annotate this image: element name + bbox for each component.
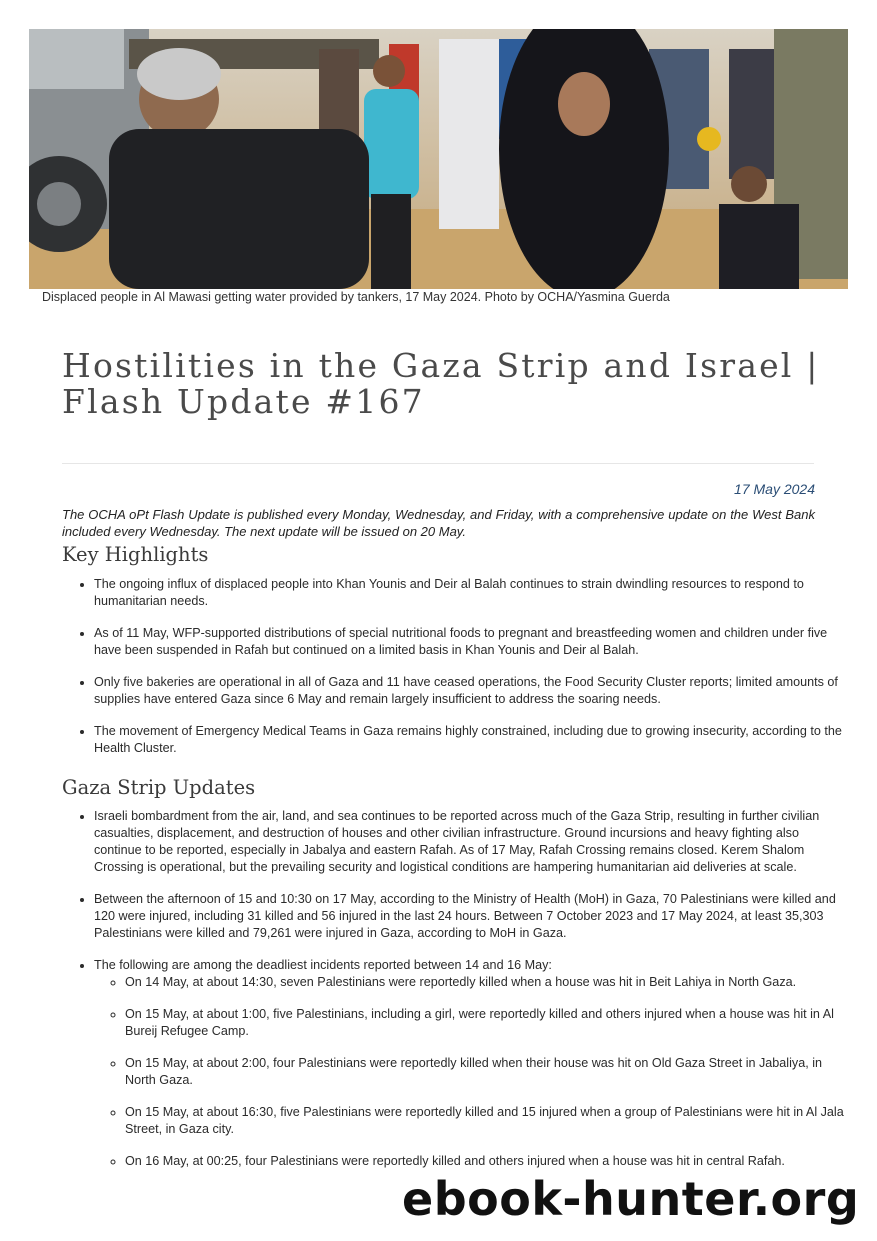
key-highlights-heading: Key Highlights <box>62 543 209 566</box>
incident-item: ◦ On 14 May, at about 14:30, seven Palestinians were reportedly killed when a house was hit in Beit Lahiya in North Gaza. <box>125 974 847 991</box>
header-photo <box>29 29 848 289</box>
gaza-updates-list <box>62 808 847 1185</box>
page-title: Hostilities in the Gaza Strip and Israel | Flash Update #167 <box>62 346 820 421</box>
list-item: • As of 11 May, WFP-supported distributions of special nutritional foods to pregnant and breastfeeding women and children under five have been suspended in Rafah but continued on a limited basis in Khan Younis and Deir al Balah. <box>94 625 847 659</box>
photo-caption: Displaced people in Al Mawasi getting water provided by tankers, 17 May 2024. Photo by OCHA/Yasmina Guerda <box>42 290 670 304</box>
gaza-updates-heading: Gaza Strip Updates <box>62 776 256 799</box>
list-item: • The movement of Emergency Medical Teams in Gaza remains highly constrained, including due to growing insecurity, according to the Health Cluster. <box>94 723 847 757</box>
key-highlights-list <box>62 576 847 772</box>
incident-item: ◦ On 16 May, at 00:25, four Palestinians were reportedly killed and others injured when a house was hit in central Rafah. <box>125 1153 847 1170</box>
incident-item: ◦ On 15 May, at about 2:00, four Palestinians were reportedly killed when their house was hit on Old Gaza Street in Jabaliya, in North Gaza. <box>125 1055 847 1089</box>
publication-date: 17 May 2024 <box>734 481 815 497</box>
incident-item: ◦ On 15 May, at about 1:00, five Palestinians, including a girl, were reportedly killed and others injured when a house was hit in Al Bureij Refugee Camp. <box>125 1006 847 1040</box>
list-item-incidents <box>94 957 847 1170</box>
intro-paragraph: The OCHA oPt Flash Update is published every Monday, Wednesday, and Friday, with a comprehensive update on the West Bank included every Wednesday. The next update will be issued on 20 May. <box>62 507 815 539</box>
incidents-list <box>94 974 847 1170</box>
title-divider <box>62 463 814 464</box>
incident-item: ◦ On 15 May, at about 16:30, five Palestinians were reportedly killed and 15 injured when a group of Palestinians were hit in Al Jala Street, in Gaza city. <box>125 1104 847 1138</box>
list-item: • The ongoing influx of displaced people into Khan Younis and Deir al Balah continues to strain dwindling resources to respond to humanitarian needs. <box>94 576 847 610</box>
list-item: • Israeli bombardment from the air, land, and sea continues to be reported across much of the Gaza Strip, resulting in further civilian casualties, displacement, and destruction of houses and other civilian infrastructure. Ground incursions and heavy fighting also continue to be reported, especially in Jabalya and eastern Rafah. As of 17 May, Rafah Crossing remains closed. Kerem Shalom Crossing is operational, but the prevailing security and logistical conditions are hampering humanitarian aid deliveries at scale. <box>94 808 847 876</box>
incidents-intro: The following are among the deadliest incidents reported between 14 and 16 May: <box>94 958 552 972</box>
watermark: ebook-hunter.org <box>402 1172 860 1226</box>
list-item: • Only five bakeries are operational in all of Gaza and 11 have ceased operations, the Food Security Cluster reports; limited amounts of supplies have entered Gaza since 6 May and remain largely insufficient to address the soaring needs. <box>94 674 847 708</box>
photo-illustration <box>29 29 848 289</box>
list-item: • Between the afternoon of 15 and 10:30 on 17 May, according to the Ministry of Health (MoH) in Gaza, 70 Palestinians were killed and 120 were injured, including 31 killed and 56 injured in the last 24 hours. Between 7 October 2023 and 17 May 2024, at least 35,303 Palestinians were killed and 79,261 were injured in Gaza, according to MoH in Gaza. <box>94 891 847 942</box>
